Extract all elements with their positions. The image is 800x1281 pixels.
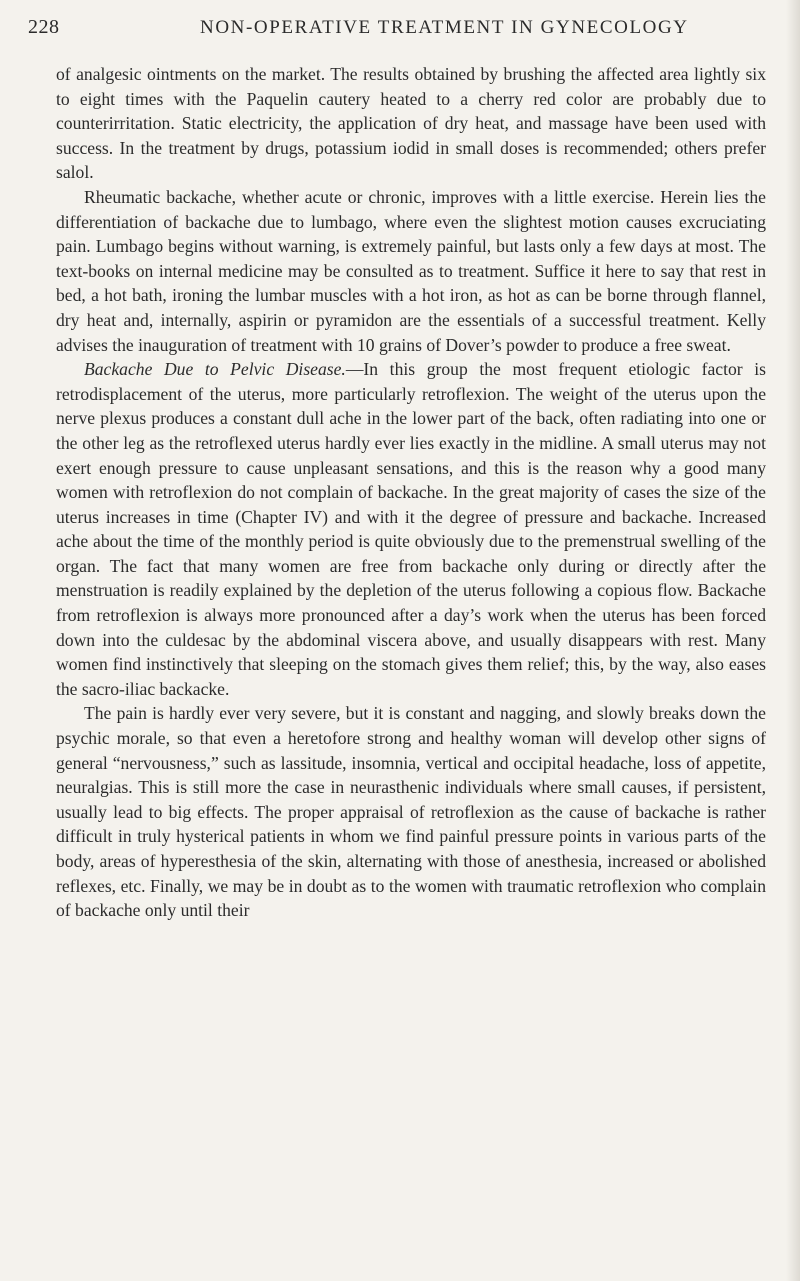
- page-edge-shadow: [786, 0, 800, 1281]
- paragraph-pelvic-backache-body: —In this group the most frequent etiologic factor is retrodisplacement of the uterus, more particularly retroflexion. The weight of the uterus upon the nerve plexus produces a constant dull ache in the lower part of the back, often radiating into one or the other leg as the retroflexed uterus hardly ever lies exactly in the midline. A small uterus may not exert enough pressure to cause unpleasant sensations, and this is the reason why a good many women with retroflexion do not complain of backache. In the great majority of cases the size of the uterus increases in time (Chapter IV) and with it the degree of pressure and backache. Increased ache about the time of the monthly period is quite obviously due to the premenstrual swelling of the organ. The fact that many women are free from backache only during or directly after the menstruation is readily explained by the depletion of the uterus following a copious flow. Backache from retroflexion is always more pronounced after a day’s work when the uterus has been forced down into the culdesac by the abdominal viscera above, and usually disappears with rest. Many women find instinctively that sleeping on the stomach gives them relief; this, by the way, also eases the sacro-iliac backacke.: [56, 359, 766, 699]
- section-heading: Backache Due to Pelvic Disease.: [84, 359, 346, 380]
- page-number: 228: [28, 16, 60, 38]
- paragraph-pelvic-backache: [56, 357, 766, 701]
- body-text: [56, 62, 766, 923]
- page-header: [28, 14, 768, 44]
- paragraph-analgesic-treatment: of analgesic ointments on the market. The results obtained by brushing the affected area lightly six to eight times with the Paquelin cautery heated to a cherry red color are probably due to counterirritation. Static electricity, the application of dry heat, and massage have been used with success. In the treatment by drugs, potassium iodid in small doses is recommended; others prefer salol.: [56, 64, 766, 183]
- paragraph-rheumatic-backache: Rheumatic backache, whether acute or chronic, improves with a little exercise. Herein lies the differentiation of backache due to lumbago, where even the slightest motion causes excruciating pain. Lumbago begins without warning, is extremely painful, but lasts only a few days at most. The text-books on internal medicine may be consulted as to treatment. Suffice it here to say that rest in bed, a hot bath, ironing the lumbar muscles with a hot iron, as hot as can be borne through flannel, dry heat and, internally, aspirin or pyramidon are the essentials of a successful treatment. Kelly advises the inauguration of treatment with 10 grains of Dover’s powder to produce a free sweat.: [56, 186, 766, 355]
- running-head: NON-OPERATIVE TREATMENT IN GYNECOLOGY: [200, 17, 689, 38]
- paragraph-pain-nervousness: The pain is hardly ever very severe, but it is constant and nagging, and slowly breaks down the psychic morale, so that even a heretofore strong and healthy woman will develop other signs of general “nervousness,” such as lassitude, insomnia, vertical and occipital headache, loss of appetite, neuralgias. This is still more the case in neurasthenic individuals where small causes, if persistent, usually lead to big effects. The proper appraisal of retroflexion as the cause of backache is rather difficult in truly hysterical patients in whom we find painful pressure points in various parts of the body, areas of hyperesthesia of the skin, alternating with those of anesthesia, increased or abolished reflexes, etc. Finally, we may be in doubt as to the women with traumatic retroflexion who complain of backache only until their: [56, 703, 766, 921]
